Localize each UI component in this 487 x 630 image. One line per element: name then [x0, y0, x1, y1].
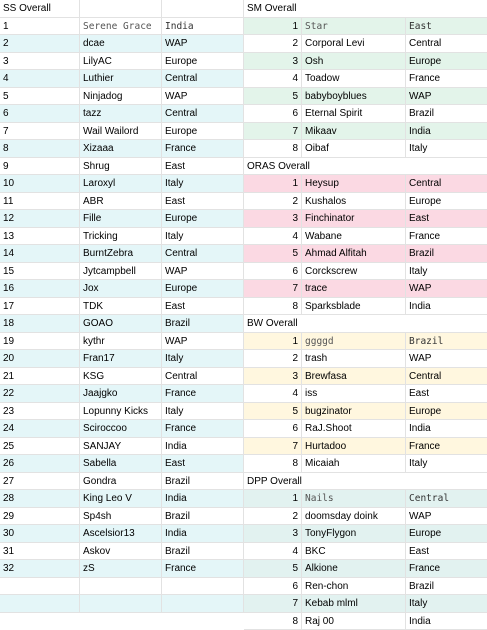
name-cell[interactable]: babyboyblues [302, 88, 406, 105]
region-cell[interactable]: WAP [162, 35, 244, 52]
table-row[interactable] [244, 140, 487, 158]
region-cell[interactable]: Brazil [162, 543, 244, 560]
region-cell[interactable]: Brazil [409, 108, 435, 119]
name-cell[interactable] [80, 578, 162, 595]
table-row[interactable] [0, 193, 244, 211]
region-cell[interactable]: Central [409, 493, 450, 504]
name-cell[interactable]: Finchinator [302, 210, 406, 227]
table-row[interactable] [244, 368, 487, 386]
table-row[interactable] [244, 578, 487, 596]
name-cell[interactable]: Kebab mlml [302, 595, 406, 612]
region-cell[interactable]: France [409, 73, 441, 84]
table-row[interactable] [244, 595, 487, 613]
rank-cell[interactable]: 4 [244, 385, 302, 402]
table-row[interactable] [0, 490, 244, 508]
rank-cell[interactable]: 8 [244, 455, 302, 472]
name-cell[interactable]: Oibaf [302, 140, 406, 157]
rank-cell[interactable]: 1 [244, 18, 302, 35]
region-cell[interactable]: Central [409, 370, 442, 382]
region-cell[interactable]: Brazil [409, 580, 435, 592]
region-cell[interactable]: India [162, 490, 244, 507]
table-row[interactable] [0, 140, 244, 158]
rank-cell[interactable]: 3 [244, 53, 302, 70]
name-cell[interactable]: Raj 00 [302, 613, 406, 630]
section-header[interactable]: BW Overall [247, 318, 298, 329]
table-row[interactable] [244, 490, 487, 508]
rank-cell[interactable]: 2 [244, 508, 302, 525]
rank-cell[interactable]: 1 [244, 333, 302, 350]
name-cell[interactable]: RaJ.Shoot [302, 420, 406, 437]
name-cell[interactable]: Toadow [302, 70, 406, 87]
name-cell[interactable]: Hurtadoo [302, 438, 406, 455]
name-cell[interactable]: KSG [80, 368, 162, 385]
table-row[interactable] [244, 263, 487, 281]
section-header[interactable]: SS Overall [0, 0, 80, 17]
name-cell[interactable]: LilyAC [80, 53, 162, 70]
region-cell[interactable]: Brazil [409, 335, 444, 347]
rank-cell[interactable]: 6 [0, 105, 80, 122]
rank-cell[interactable]: 6 [244, 263, 302, 280]
rank-cell[interactable]: 22 [0, 385, 80, 402]
region-cell[interactable]: Central [162, 105, 244, 122]
rank-cell[interactable]: 12 [0, 210, 80, 227]
name-cell[interactable]: trash [302, 350, 406, 367]
table-row[interactable] [244, 455, 487, 473]
name-cell[interactable]: Mikaav [302, 123, 406, 140]
name-cell[interactable]: Serene Grace [80, 18, 162, 35]
region-cell[interactable]: Central [409, 178, 442, 189]
table-row[interactable] [244, 35, 487, 53]
section-header-row[interactable] [244, 315, 487, 333]
region-cell[interactable]: France [162, 140, 244, 157]
region-cell[interactable]: East [409, 545, 430, 557]
ss-overall-table [0, 0, 244, 613]
rank-cell[interactable]: 29 [0, 508, 80, 525]
rank-cell[interactable]: 3 [244, 525, 302, 542]
table-row[interactable] [0, 595, 244, 613]
name-cell[interactable]: doomsday doink [302, 508, 406, 525]
rank-cell[interactable]: 4 [244, 228, 302, 245]
name-cell[interactable]: TonyFlygon [302, 525, 406, 542]
table-row[interactable] [244, 560, 487, 578]
rank-cell[interactable]: 18 [0, 315, 80, 332]
name-cell[interactable]: Wabane [302, 228, 406, 245]
table-row[interactable] [244, 210, 487, 228]
table-row[interactable] [244, 298, 487, 316]
table-row[interactable] [244, 70, 487, 88]
name-cell[interactable]: Sparksblade [302, 298, 406, 315]
table-row[interactable] [244, 175, 487, 193]
region-cell[interactable]: Brazil [162, 473, 244, 490]
section-header-row[interactable] [244, 158, 487, 176]
table-row[interactable] [0, 385, 244, 403]
name-cell[interactable]: Jytcampbell [80, 263, 162, 280]
rank-cell[interactable]: 5 [244, 245, 302, 262]
rank-cell[interactable]: 20 [0, 350, 80, 367]
table-row[interactable] [244, 105, 487, 123]
name-cell[interactable]: Jox [80, 280, 162, 297]
region-cell[interactable]: Italy [162, 350, 244, 367]
region-cell[interactable]: Central [162, 368, 244, 385]
table-row[interactable] [0, 438, 244, 456]
name-cell[interactable]: Corckscrew [302, 263, 406, 280]
region-cell[interactable]: Europe [162, 123, 244, 140]
table-row[interactable] [0, 578, 244, 596]
name-cell[interactable]: Brewfasa [302, 368, 406, 385]
rank-cell[interactable]: 5 [244, 403, 302, 420]
name-cell[interactable]: Micaiah [302, 455, 406, 472]
table-row[interactable] [0, 263, 244, 281]
region-cell[interactable]: India [162, 18, 244, 35]
region-cell[interactable]: France [162, 420, 244, 437]
header-row[interactable] [0, 0, 244, 18]
name-cell[interactable]: Sabella [80, 455, 162, 472]
region-cell[interactable]: France [409, 440, 441, 452]
table-row[interactable] [0, 350, 244, 368]
name-cell[interactable]: Nails [302, 490, 406, 507]
table-row[interactable] [0, 280, 244, 298]
rank-cell[interactable]: 19 [0, 333, 80, 350]
rank-cell[interactable]: 7 [244, 595, 302, 612]
region-cell[interactable]: Italy [409, 598, 428, 609]
name-cell[interactable]: tazz [80, 105, 162, 122]
rank-cell[interactable]: 3 [244, 210, 302, 227]
table-row[interactable] [0, 403, 244, 421]
name-cell[interactable]: BKC [302, 543, 406, 560]
region-cell[interactable]: Europe [409, 405, 442, 417]
table-row[interactable] [0, 543, 244, 561]
name-cell[interactable]: ABR [80, 193, 162, 210]
rank-cell[interactable]: 4 [0, 70, 80, 87]
rank-cell[interactable]: 26 [0, 455, 80, 472]
table-row[interactable] [244, 18, 487, 36]
region-cell[interactable]: East [409, 388, 430, 399]
name-cell[interactable]: Wail Wailord [80, 123, 162, 140]
region-cell[interactable]: East [162, 298, 244, 315]
rank-cell[interactable] [0, 595, 80, 612]
name-cell[interactable]: trace [302, 280, 406, 297]
table-row[interactable] [244, 420, 487, 438]
table-row[interactable] [0, 560, 244, 578]
rank-cell[interactable] [0, 578, 80, 595]
table-row[interactable] [0, 315, 244, 333]
rank-cell[interactable]: 8 [244, 140, 302, 157]
rank-cell[interactable]: 5 [244, 560, 302, 577]
region-cell[interactable]: Italy [162, 175, 244, 192]
name-cell[interactable]: Lopunny Kicks [80, 403, 162, 420]
rank-cell[interactable]: 28 [0, 490, 80, 507]
section-header[interactable]: DPP Overall [247, 475, 302, 487]
rank-cell[interactable]: 2 [244, 35, 302, 52]
name-cell[interactable]: Shrug [80, 158, 162, 175]
region-cell[interactable]: India [162, 438, 244, 455]
region-cell[interactable]: WAP [409, 510, 432, 522]
name-cell[interactable]: Sciroccoo [80, 420, 162, 437]
table-row[interactable] [0, 18, 244, 36]
table-row[interactable] [244, 403, 487, 421]
region-cell[interactable]: France [409, 563, 441, 574]
table-row[interactable] [0, 158, 244, 176]
rank-cell[interactable]: 6 [244, 420, 302, 437]
rank-cell[interactable]: 3 [0, 53, 80, 70]
rank-cell[interactable]: 2 [0, 35, 80, 52]
table-row[interactable] [0, 333, 244, 351]
rank-cell[interactable]: 10 [0, 175, 80, 192]
name-cell[interactable]: Laroxyl [80, 175, 162, 192]
rank-cell[interactable]: 24 [0, 420, 80, 437]
region-cell[interactable]: India [409, 615, 431, 627]
section-header[interactable]: SM Overall [247, 3, 297, 14]
rank-cell[interactable]: 2 [244, 350, 302, 367]
table-row[interactable] [244, 228, 487, 246]
region-cell[interactable]: East [162, 455, 244, 472]
region-cell[interactable]: Italy [409, 143, 428, 154]
region-cell[interactable]: Italy [162, 403, 244, 420]
region-cell[interactable]: Central [409, 38, 442, 49]
rank-cell[interactable]: 1 [0, 18, 80, 35]
table-row[interactable] [0, 175, 244, 193]
name-cell[interactable]: Ahmad Alfitah [302, 245, 406, 262]
rank-cell[interactable]: 2 [244, 193, 302, 210]
rank-cell[interactable]: 16 [0, 280, 80, 297]
region-cell[interactable]: Europe [409, 55, 442, 67]
rank-cell[interactable]: 32 [0, 560, 80, 577]
table-row[interactable] [0, 525, 244, 543]
region-cell[interactable]: WAP [409, 353, 432, 364]
region-cell[interactable]: Italy [409, 458, 428, 469]
rank-cell[interactable]: 13 [0, 228, 80, 245]
table-row[interactable] [0, 245, 244, 263]
name-cell[interactable]: Heysup [302, 175, 406, 192]
region-cell[interactable]: France [162, 560, 244, 577]
name-cell[interactable]: Gondra [80, 473, 162, 490]
region-cell[interactable]: India [409, 300, 431, 312]
region-cell[interactable]: East [409, 213, 430, 224]
right-tables [244, 0, 487, 630]
table-row[interactable] [244, 245, 487, 263]
rank-cell[interactable]: 6 [244, 105, 302, 122]
rank-cell[interactable]: 30 [0, 525, 80, 542]
table-row[interactable] [0, 210, 244, 228]
table-row[interactable] [244, 543, 487, 561]
region-cell[interactable]: Europe [162, 280, 244, 297]
table-row[interactable] [244, 193, 487, 211]
rank-cell[interactable]: 15 [0, 263, 80, 280]
name-cell[interactable]: Kushalos [302, 193, 406, 210]
header-blank-cell[interactable] [80, 0, 162, 17]
rank-cell[interactable]: 1 [244, 175, 302, 192]
table-row[interactable] [244, 525, 487, 543]
table-row[interactable] [244, 53, 487, 71]
section-header-row[interactable] [244, 473, 487, 491]
region-cell[interactable]: Brazil [409, 248, 435, 259]
table-row[interactable] [244, 123, 487, 141]
section-header-row[interactable] [244, 0, 487, 18]
rank-cell[interactable]: 4 [244, 543, 302, 560]
name-cell[interactable]: ggggd [302, 333, 406, 350]
region-cell[interactable]: France [162, 385, 244, 402]
rank-cell[interactable]: 7 [0, 123, 80, 140]
name-cell[interactable]: zS [80, 560, 162, 577]
region-cell[interactable] [162, 595, 244, 612]
rank-cell[interactable]: 7 [244, 280, 302, 297]
region-cell[interactable]: Europe [162, 53, 244, 70]
table-row[interactable] [0, 105, 244, 123]
region-cell[interactable]: East [162, 158, 244, 175]
name-cell[interactable]: Osh [302, 53, 406, 70]
table-row[interactable] [0, 298, 244, 316]
rank-cell[interactable]: 1 [244, 490, 302, 507]
region-cell[interactable]: WAP [162, 263, 244, 280]
rank-cell[interactable]: 31 [0, 543, 80, 560]
region-cell[interactable]: Brazil [162, 508, 244, 525]
name-cell[interactable]: Askov [80, 543, 162, 560]
rank-cell[interactable]: 7 [244, 123, 302, 140]
table-row[interactable] [0, 70, 244, 88]
region-cell[interactable] [162, 578, 244, 595]
table-row[interactable] [0, 508, 244, 526]
rank-cell[interactable]: 23 [0, 403, 80, 420]
rank-cell[interactable]: 8 [244, 613, 302, 630]
region-cell[interactable]: Brazil [162, 315, 244, 332]
region-cell[interactable]: East [409, 20, 432, 32]
rank-cell[interactable]: 8 [244, 298, 302, 315]
table-row[interactable] [0, 455, 244, 473]
table-row[interactable] [244, 508, 487, 526]
region-cell[interactable]: India [162, 525, 244, 542]
table-row[interactable] [0, 228, 244, 246]
name-cell[interactable]: GOAO [80, 315, 162, 332]
table-row[interactable] [0, 88, 244, 106]
name-cell[interactable] [80, 595, 162, 612]
header-blank-cell[interactable] [162, 0, 244, 17]
region-cell[interactable]: WAP [409, 90, 432, 102]
rank-cell[interactable]: 25 [0, 438, 80, 455]
rank-cell[interactable]: 9 [0, 158, 80, 175]
table-row[interactable] [0, 35, 244, 53]
table-row[interactable] [244, 438, 487, 456]
region-cell[interactable]: WAP [162, 333, 244, 350]
region-cell[interactable]: Europe [409, 195, 442, 207]
region-cell[interactable]: Europe [162, 210, 244, 227]
name-cell[interactable]: Ninjadog [80, 88, 162, 105]
name-cell[interactable]: dcae [80, 35, 162, 52]
region-cell[interactable]: Central [162, 245, 244, 262]
table-row[interactable] [244, 333, 487, 351]
name-cell[interactable]: TDK [80, 298, 162, 315]
rank-cell[interactable]: 27 [0, 473, 80, 490]
rank-cell[interactable]: 17 [0, 298, 80, 315]
table-row[interactable] [0, 123, 244, 141]
table-row[interactable] [244, 88, 487, 106]
table-row[interactable] [244, 350, 487, 368]
rank-cell[interactable]: 11 [0, 193, 80, 210]
region-cell[interactable]: WAP [409, 283, 432, 294]
name-cell[interactable]: Xizaaa [80, 140, 162, 157]
region-cell[interactable]: Europe [409, 528, 442, 539]
name-cell[interactable]: Ren-chon [302, 578, 406, 595]
region-cell[interactable]: France [409, 230, 441, 242]
region-cell[interactable]: India [409, 125, 431, 137]
table-row[interactable] [244, 280, 487, 298]
rank-cell[interactable]: 5 [244, 88, 302, 105]
name-cell[interactable]: Tricking [80, 228, 162, 245]
name-cell[interactable]: bugzinator [302, 403, 406, 420]
name-cell[interactable]: Corporal Levi [302, 35, 406, 52]
rank-cell[interactable]: 4 [244, 70, 302, 87]
region-cell[interactable]: Italy [162, 228, 244, 245]
name-cell[interactable]: Fran17 [80, 350, 162, 367]
name-cell[interactable]: iss [302, 385, 406, 402]
name-cell[interactable]: Star [302, 18, 406, 35]
region-cell[interactable]: East [162, 193, 244, 210]
table-row[interactable] [0, 368, 244, 386]
name-cell[interactable]: Sp4sh [80, 508, 162, 525]
rank-cell[interactable]: 3 [244, 368, 302, 385]
region-cell[interactable]: Central [162, 70, 244, 87]
name-cell[interactable]: Fille [80, 210, 162, 227]
table-row[interactable] [244, 613, 487, 630]
name-cell[interactable]: King Leo V [80, 490, 162, 507]
table-row[interactable] [0, 473, 244, 491]
section-header[interactable]: ORAS Overall [247, 160, 310, 172]
name-cell[interactable]: Jaajgko [80, 385, 162, 402]
name-cell[interactable]: Ascelsior13 [80, 525, 162, 542]
name-cell[interactable]: SANJAY [80, 438, 162, 455]
rank-cell[interactable]: 7 [244, 438, 302, 455]
table-row[interactable] [244, 385, 487, 403]
name-cell[interactable]: Luthier [80, 70, 162, 87]
table-row[interactable] [0, 420, 244, 438]
name-cell[interactable]: kythr [80, 333, 162, 350]
name-cell[interactable]: BurntZebra [80, 245, 162, 262]
rank-cell[interactable]: 5 [0, 88, 80, 105]
rank-cell[interactable]: 21 [0, 368, 80, 385]
name-cell[interactable]: Alkione [302, 560, 406, 577]
table-row[interactable] [0, 53, 244, 71]
name-cell[interactable]: Eternal Spirit [302, 105, 406, 122]
rank-cell[interactable]: 14 [0, 245, 80, 262]
region-cell[interactable]: Italy [409, 265, 428, 277]
region-cell[interactable]: India [409, 423, 431, 434]
rank-cell[interactable]: 6 [244, 578, 302, 595]
rank-cell[interactable]: 8 [0, 140, 80, 157]
region-cell[interactable]: WAP [162, 88, 244, 105]
